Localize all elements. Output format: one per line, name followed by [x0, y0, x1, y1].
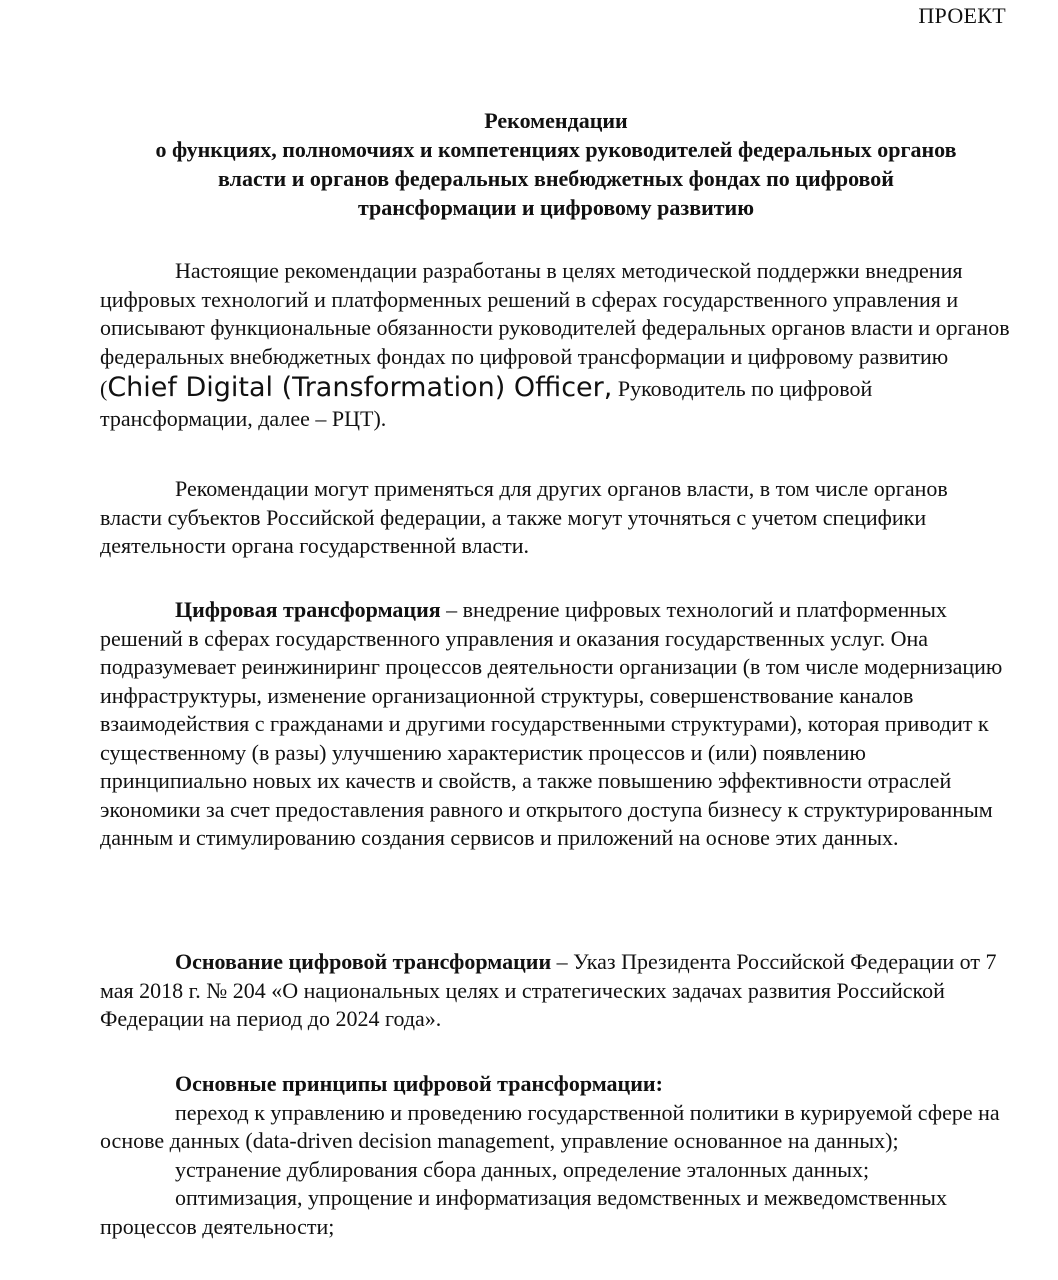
basis-text: – Указ Президента Российской Федерации от 7 мая 2018 г. № 204 «О национальных целях и стратегических задачах развития Российской Федерации на период до 2024 года». [100, 949, 997, 1031]
title-line-4: трансформации и цифровому развитию [357, 195, 755, 220]
definition-term: Цифровая трансформация [175, 597, 441, 622]
basis-paragraph [100, 948, 1010, 1034]
applicability-section [100, 475, 1010, 561]
intro-text-part2: Руководитель по цифровой трансформации, далее – РЦТ). [100, 376, 873, 431]
principle-item-1: переход к управлению и проведению государственной политики в курируемой сфере на основе данных (data-driven decision management, управление основанное на данных); [100, 1099, 1000, 1153]
basis-term: Основание цифровой трансформации [175, 949, 552, 974]
definition-paragraph [100, 596, 1010, 853]
principles-heading: Основные принципы цифровой трансформации: [175, 1071, 663, 1096]
document-title [80, 106, 1032, 222]
cdto-term: Chief Digital (Transformation) Officer, [107, 372, 613, 403]
title-line-3: власти и органов федеральных внебюджетных фондах по цифровой [218, 166, 894, 191]
intro-paragraph [100, 257, 1010, 434]
definition-text: – внедрение цифровых технологий и платформенных решений в сферах государственного управления и оказания государственных услуг. Она подразумевает реинжиниринг процессов деятельности организации (в том числе модернизацию инфраструктуры, изменение организационной структуры, совершенствование каналов взаимодействия с гражданами и другими государственными структурами), которая приводит к существенному (в разы) улучшению характеристик процессов и (или) появлению принципиально новых их качеств и свойств, а также повышению эффективности отраслей экономики за счет предоставления равного и открытого доступа бизнесу к структурированным данным и стимулированию создания сервисов и приложений на основе этих данных. [100, 597, 1003, 850]
principle-item-3: оптимизация, упрощение и информатизация ведомственных и межведомственных процессов деятельности; [100, 1185, 947, 1239]
intro-section [100, 257, 1010, 434]
basis-section [100, 948, 1010, 1034]
title-line-1: Рекомендации [484, 108, 628, 133]
draft-stamp: ПРОЕКТ [918, 3, 1006, 28]
principles-section [100, 1070, 1010, 1241]
principle-item-2: устранение дублирования сбора данных, определение эталонных данных; [175, 1156, 870, 1182]
title-line-2: о функциях, полномочиях и компетенциях руководителей федеральных органов [155, 137, 957, 162]
intro-text-part1: Настоящие рекомендации разработаны в целях методической поддержки внедрения цифровых технологий и платформенных решений в сферах государственного управления и описывают функциональные обязанности руководителей федеральных органов власти и органов федеральных внебюджетных фондах по цифровой трансформации и цифровому развитию ( [100, 258, 1010, 401]
definition-section [100, 596, 1010, 853]
applicability-paragraph: Рекомендации могут применяться для других органов власти, в том числе органов власти субъектов Российской федерации, а также могут уточняться с учетом специфики деятельности органа государственной власти. [100, 476, 948, 558]
